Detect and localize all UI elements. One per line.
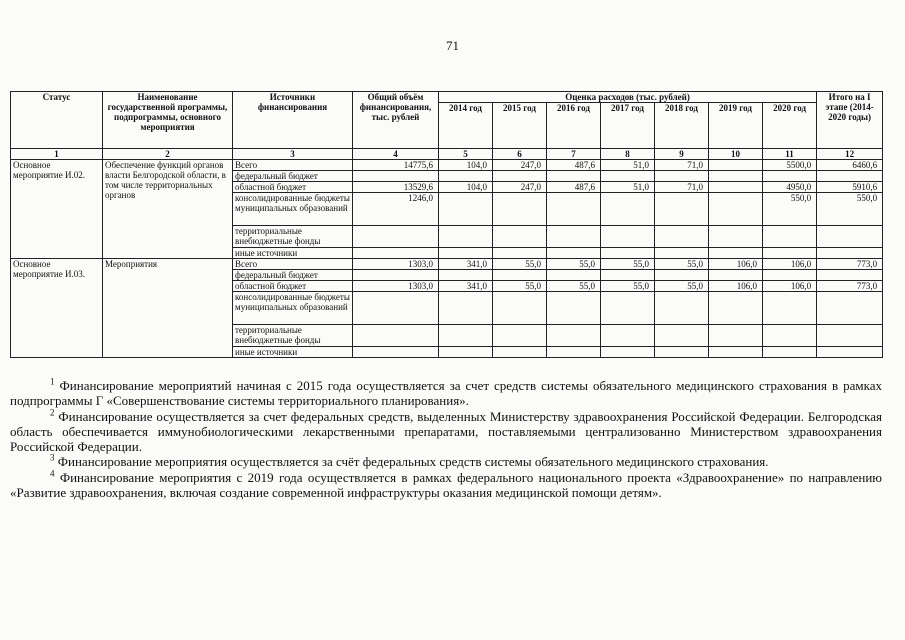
- footnote-mark: 3: [50, 453, 55, 464]
- year-value-cell: [439, 193, 493, 226]
- year-value-cell: 55,0: [601, 259, 655, 270]
- total-cell: 1303,0: [353, 281, 439, 292]
- column-number: 2: [103, 149, 233, 160]
- year-value-cell: 487,6: [547, 160, 601, 171]
- source-cell: федеральный бюджет: [233, 171, 353, 182]
- year-value-cell: 55,0: [547, 259, 601, 270]
- footnotes: [10, 378, 882, 500]
- year-value-cell: [493, 171, 547, 182]
- table-row: [11, 259, 883, 270]
- year-value-cell: [493, 325, 547, 347]
- year-value-cell: [493, 193, 547, 226]
- year-value-cell: [655, 292, 709, 325]
- stage-total-cell: 550,0: [817, 193, 883, 226]
- footnote-text: Финансирование мероприятия осуществляется за счёт федеральных средств системы обязательного медицинского страхования.: [57, 454, 769, 470]
- year-value-cell: [655, 325, 709, 347]
- year-value-cell: [709, 248, 763, 259]
- year-value-cell: [601, 270, 655, 281]
- name-cell: Мероприятия: [103, 259, 233, 358]
- year-value-cell: [439, 171, 493, 182]
- source-cell: областной бюджет: [233, 281, 353, 292]
- year-value-cell: [601, 193, 655, 226]
- year-value-cell: [763, 270, 817, 281]
- stage-total-cell: [817, 171, 883, 182]
- year-value-cell: 106,0: [763, 281, 817, 292]
- stage-total-cell: [817, 325, 883, 347]
- year-value-cell: 5500,0: [763, 160, 817, 171]
- year-value-cell: [547, 325, 601, 347]
- column-number-row: [11, 149, 883, 160]
- column-number: 5: [439, 149, 493, 160]
- year-value-cell: [493, 347, 547, 358]
- year-value-cell: [709, 171, 763, 182]
- stage-total-cell: 773,0: [817, 281, 883, 292]
- header-total-volume: Общий объём финансирования, тыс. рублей: [353, 92, 439, 149]
- column-number: 1: [11, 149, 103, 160]
- year-value-cell: 71,0: [655, 182, 709, 193]
- year-value-cell: 55,0: [493, 259, 547, 270]
- year-value-cell: [709, 160, 763, 171]
- total-cell: [353, 248, 439, 259]
- stage-total-cell: [817, 270, 883, 281]
- year-value-cell: 55,0: [655, 281, 709, 292]
- year-value-cell: [601, 325, 655, 347]
- table-body: [11, 160, 883, 358]
- year-value-cell: 55,0: [601, 281, 655, 292]
- year-value-cell: [709, 292, 763, 325]
- stage-total-cell: 6460,6: [817, 160, 883, 171]
- year-value-cell: 51,0: [601, 160, 655, 171]
- footnote: [10, 378, 882, 409]
- total-cell: 14775,6: [353, 160, 439, 171]
- year-value-cell: [547, 226, 601, 248]
- column-number: 12: [817, 149, 883, 160]
- year-value-cell: [601, 171, 655, 182]
- header-year-2016: 2016 год: [547, 103, 601, 149]
- year-value-cell: [493, 248, 547, 259]
- stage-total-cell: 773,0: [817, 259, 883, 270]
- year-value-cell: [655, 347, 709, 358]
- year-value-cell: 4950,0: [763, 182, 817, 193]
- year-value-cell: [763, 171, 817, 182]
- year-value-cell: 104,0: [439, 160, 493, 171]
- budget-table: [10, 91, 883, 358]
- footnote-mark: 2: [50, 407, 55, 418]
- header-stage-total: Итого на I этапе (2014-2020 годы): [817, 92, 883, 149]
- year-value-cell: [547, 270, 601, 281]
- year-value-cell: [709, 226, 763, 248]
- source-cell: территориальные внебюджетные фонды: [233, 325, 353, 347]
- footnote: [10, 454, 882, 469]
- total-cell: 13529,6: [353, 182, 439, 193]
- column-number: 4: [353, 149, 439, 160]
- year-value-cell: [547, 193, 601, 226]
- header-year-2015: 2015 год: [493, 103, 547, 149]
- year-value-cell: [763, 347, 817, 358]
- year-value-cell: 487,6: [547, 182, 601, 193]
- header-year-2018: 2018 год: [655, 103, 709, 149]
- year-value-cell: [439, 325, 493, 347]
- total-cell: [353, 226, 439, 248]
- year-value-cell: [655, 171, 709, 182]
- year-value-cell: [493, 292, 547, 325]
- footnote-text: Финансирование осуществляется за счет федеральных средств, выделенных Министерству здравоохранения Российской Федерации. Белгородская область обеспечивается иммунобиологическими лекарственными препаратами, поставляемыми централизованно Министерством здравоохранения Российской Федерации.: [10, 408, 882, 455]
- total-cell: [353, 325, 439, 347]
- column-number: 6: [493, 149, 547, 160]
- header-year-2019: 2019 год: [709, 103, 763, 149]
- source-cell: территориальные внебюджетные фонды: [233, 226, 353, 248]
- stage-total-cell: [817, 292, 883, 325]
- year-value-cell: [709, 193, 763, 226]
- year-value-cell: 106,0: [709, 259, 763, 270]
- table-row: [11, 160, 883, 171]
- year-value-cell: [601, 248, 655, 259]
- header-sources: Источники финансирования: [233, 92, 353, 149]
- source-cell: областной бюджет: [233, 182, 353, 193]
- year-value-cell: [763, 292, 817, 325]
- year-value-cell: 106,0: [709, 281, 763, 292]
- footnote-mark: 1: [50, 376, 55, 387]
- year-value-cell: 55,0: [547, 281, 601, 292]
- year-value-cell: [709, 347, 763, 358]
- total-cell: [353, 292, 439, 325]
- header-status: Статус: [11, 92, 103, 149]
- year-value-cell: [493, 270, 547, 281]
- year-value-cell: 341,0: [439, 281, 493, 292]
- year-value-cell: 106,0: [763, 259, 817, 270]
- year-value-cell: [439, 226, 493, 248]
- column-number: 3: [233, 149, 353, 160]
- year-value-cell: [601, 347, 655, 358]
- source-cell: иные источники: [233, 248, 353, 259]
- page-number: 71: [446, 38, 459, 53]
- year-value-cell: [439, 292, 493, 325]
- total-cell: 1246,0: [353, 193, 439, 226]
- year-value-cell: 104,0: [439, 182, 493, 193]
- year-value-cell: [763, 248, 817, 259]
- year-value-cell: [439, 270, 493, 281]
- year-value-cell: 341,0: [439, 259, 493, 270]
- column-number: 7: [547, 149, 601, 160]
- column-number: 8: [601, 149, 655, 160]
- year-value-cell: [709, 182, 763, 193]
- year-value-cell: [601, 226, 655, 248]
- footnote: [10, 470, 882, 501]
- total-cell: [353, 171, 439, 182]
- column-number: 10: [709, 149, 763, 160]
- year-value-cell: [547, 292, 601, 325]
- stage-total-cell: [817, 226, 883, 248]
- header-name: Наименование государственной программы, подпрограммы, основного мероприятия: [103, 92, 233, 149]
- year-value-cell: [493, 226, 547, 248]
- year-value-cell: 71,0: [655, 160, 709, 171]
- year-value-cell: [655, 270, 709, 281]
- status-cell: Основное мероприятие И.03.: [11, 259, 103, 358]
- stage-total-cell: [817, 248, 883, 259]
- year-value-cell: [439, 347, 493, 358]
- year-value-cell: [601, 292, 655, 325]
- year-value-cell: [763, 226, 817, 248]
- header-year-2014: 2014 год: [439, 103, 493, 149]
- source-cell: консолидированные бюджеты муниципальных образований: [233, 292, 353, 325]
- year-value-cell: [439, 248, 493, 259]
- source-cell: иные источники: [233, 347, 353, 358]
- source-cell: федеральный бюджет: [233, 270, 353, 281]
- year-value-cell: [709, 325, 763, 347]
- name-cell: Обеспечение функций органов власти Белгородской области, в том числе территориальных органов: [103, 160, 233, 259]
- footnote-text: Финансирование мероприятия с 2019 года осуществляется в рамках федерального национального проекта «Здравоохранение» по направлению «Развитие здравоохранения, включая создание современной инфраструктуры оказания медицинской помощи детям».: [10, 469, 882, 501]
- year-value-cell: [763, 325, 817, 347]
- year-value-cell: [547, 248, 601, 259]
- source-cell: Всего: [233, 259, 353, 270]
- status-cell: Основное мероприятие И.02.: [11, 160, 103, 259]
- footnote-mark: 4: [50, 468, 55, 479]
- year-value-cell: 247,0: [493, 160, 547, 171]
- year-value-cell: [547, 347, 601, 358]
- column-number: 9: [655, 149, 709, 160]
- total-cell: [353, 270, 439, 281]
- column-number: 11: [763, 149, 817, 160]
- year-value-cell: [709, 270, 763, 281]
- year-value-cell: 247,0: [493, 182, 547, 193]
- source-cell: консолидированные бюджеты муниципальных образований: [233, 193, 353, 226]
- year-value-cell: [547, 171, 601, 182]
- stage-total-cell: 5910,6: [817, 182, 883, 193]
- year-value-cell: 55,0: [493, 281, 547, 292]
- year-value-cell: 51,0: [601, 182, 655, 193]
- year-value-cell: [655, 248, 709, 259]
- year-value-cell: 550,0: [763, 193, 817, 226]
- footnote-text: Финансирование мероприятий начиная с 2015 года осуществляется за счет средств системы обязательного медицинского страхования в рамках подпрограммы Г «Совершенствование системы территориального планирования».: [10, 378, 883, 409]
- year-value-cell: [655, 193, 709, 226]
- source-cell: Всего: [233, 160, 353, 171]
- year-value-cell: 55,0: [655, 259, 709, 270]
- stage-total-cell: [817, 347, 883, 358]
- header-estimate: Оценка расходов (тыс. рублей): [439, 92, 817, 103]
- year-value-cell: [655, 226, 709, 248]
- header-year-2017: 2017 год: [601, 103, 655, 149]
- footnote: [10, 409, 882, 455]
- header-year-2020: 2020 год: [763, 103, 817, 149]
- total-cell: 1303,0: [353, 259, 439, 270]
- total-cell: [353, 347, 439, 358]
